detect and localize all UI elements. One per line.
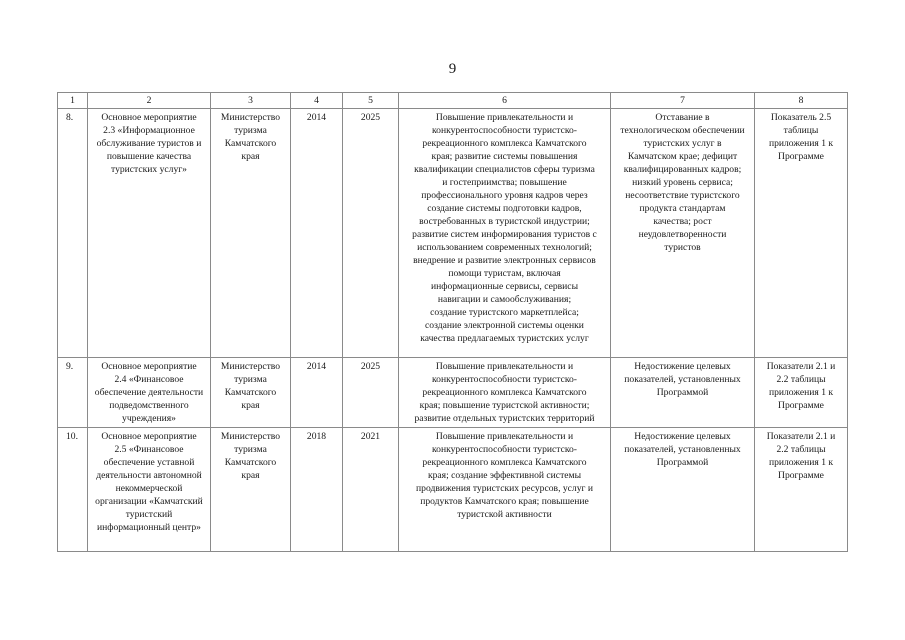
table-row xyxy=(58,428,848,552)
related-indicators: Показатель 2.5 таблицы приложения 1 к Программе xyxy=(755,109,848,358)
page-number: 9 xyxy=(448,61,457,77)
column-number: 1 xyxy=(58,93,88,109)
measures-table xyxy=(57,92,848,552)
table-row xyxy=(58,109,848,358)
start-year: 2014 xyxy=(291,358,343,428)
column-number: 8 xyxy=(755,93,848,109)
end-year: 2021 xyxy=(343,428,399,552)
expected-result: Повышение привлекательности и конкурентоспособности туристско- рекреационного комплекса Камчатского края; развитие системы повышения квалификации специалистов сферы туризма и гостеприимства; повышение профессионального уровня кадров через создание системы подготовки кадров, востребованных в туристской индустрии; развитие систем информирования туристов с использованием современных технологий; внедрение и развитие электронных сервисов помощи туристам, включая информационные сервисы, сервисы навигации и самообслуживания; создание туристского маркетплейса; создание электронной системы оценки качества предлагаемых туристских услуг xyxy=(399,109,611,358)
non-implementation-consequences: Недостижение целевых показателей, установленных Программой xyxy=(611,428,755,552)
column-number: 7 xyxy=(611,93,755,109)
table-row xyxy=(58,358,848,428)
start-year: 2014 xyxy=(291,109,343,358)
executor: Министерство туризма Камчатского края xyxy=(211,109,291,358)
column-number: 2 xyxy=(88,93,211,109)
event-name: Основное мероприятие 2.5 «Финансовое обеспечение уставной деятельности автономной некоммерческой организации «Камчатский туристский информационный центр» xyxy=(88,428,211,552)
end-year: 2025 xyxy=(343,109,399,358)
end-year: 2025 xyxy=(343,358,399,428)
event-name: Основное мероприятие 2.4 «Финансовое обеспечение деятельности подведомственного учреждения» xyxy=(88,358,211,428)
executor: Министерство туризма Камчатского края xyxy=(211,428,291,552)
column-number: 5 xyxy=(343,93,399,109)
event-name: Основное мероприятие 2.3 «Информационное обслуживание туристов и повышение качества туристских услуг» xyxy=(88,109,211,358)
related-indicators: Показатели 2.1 и 2.2 таблицы приложения 1 к Программе xyxy=(755,358,848,428)
expected-result: Повышение привлекательности и конкурентоспособности туристско- рекреационного комплекса Камчатского края; повышение туристской активности; развитие отдельных туристских территорий xyxy=(399,358,611,428)
non-implementation-consequences: Недостижение целевых показателей, установленных Программой xyxy=(611,358,755,428)
column-number: 4 xyxy=(291,93,343,109)
column-number: 3 xyxy=(211,93,291,109)
related-indicators: Показатели 2.1 и 2.2 таблицы приложения 1 к Программе xyxy=(755,428,848,552)
start-year: 2018 xyxy=(291,428,343,552)
non-implementation-consequences: Отставание в технологическом обеспечении туристских услуг в Камчатском крае; дефицит квалифицированных кадров; низкий уровень сервиса; несоответствие туристского продукта стандартам качества; рост неудовлетворенности туристов xyxy=(611,109,755,358)
executor: Министерство туризма Камчатского края xyxy=(211,358,291,428)
column-number: 6 xyxy=(399,93,611,109)
row-number: 8. xyxy=(58,109,88,358)
row-number: 9. xyxy=(58,358,88,428)
expected-result: Повышение привлекательности и конкурентоспособности туристско- рекреационного комплекса Камчатского края; создание эффективной системы продвижения туристских ресурсов, услуг и продуктов Камчатского края; повышение туристской активности xyxy=(399,428,611,552)
column-number-row xyxy=(58,93,848,109)
row-number: 10. xyxy=(58,428,88,552)
